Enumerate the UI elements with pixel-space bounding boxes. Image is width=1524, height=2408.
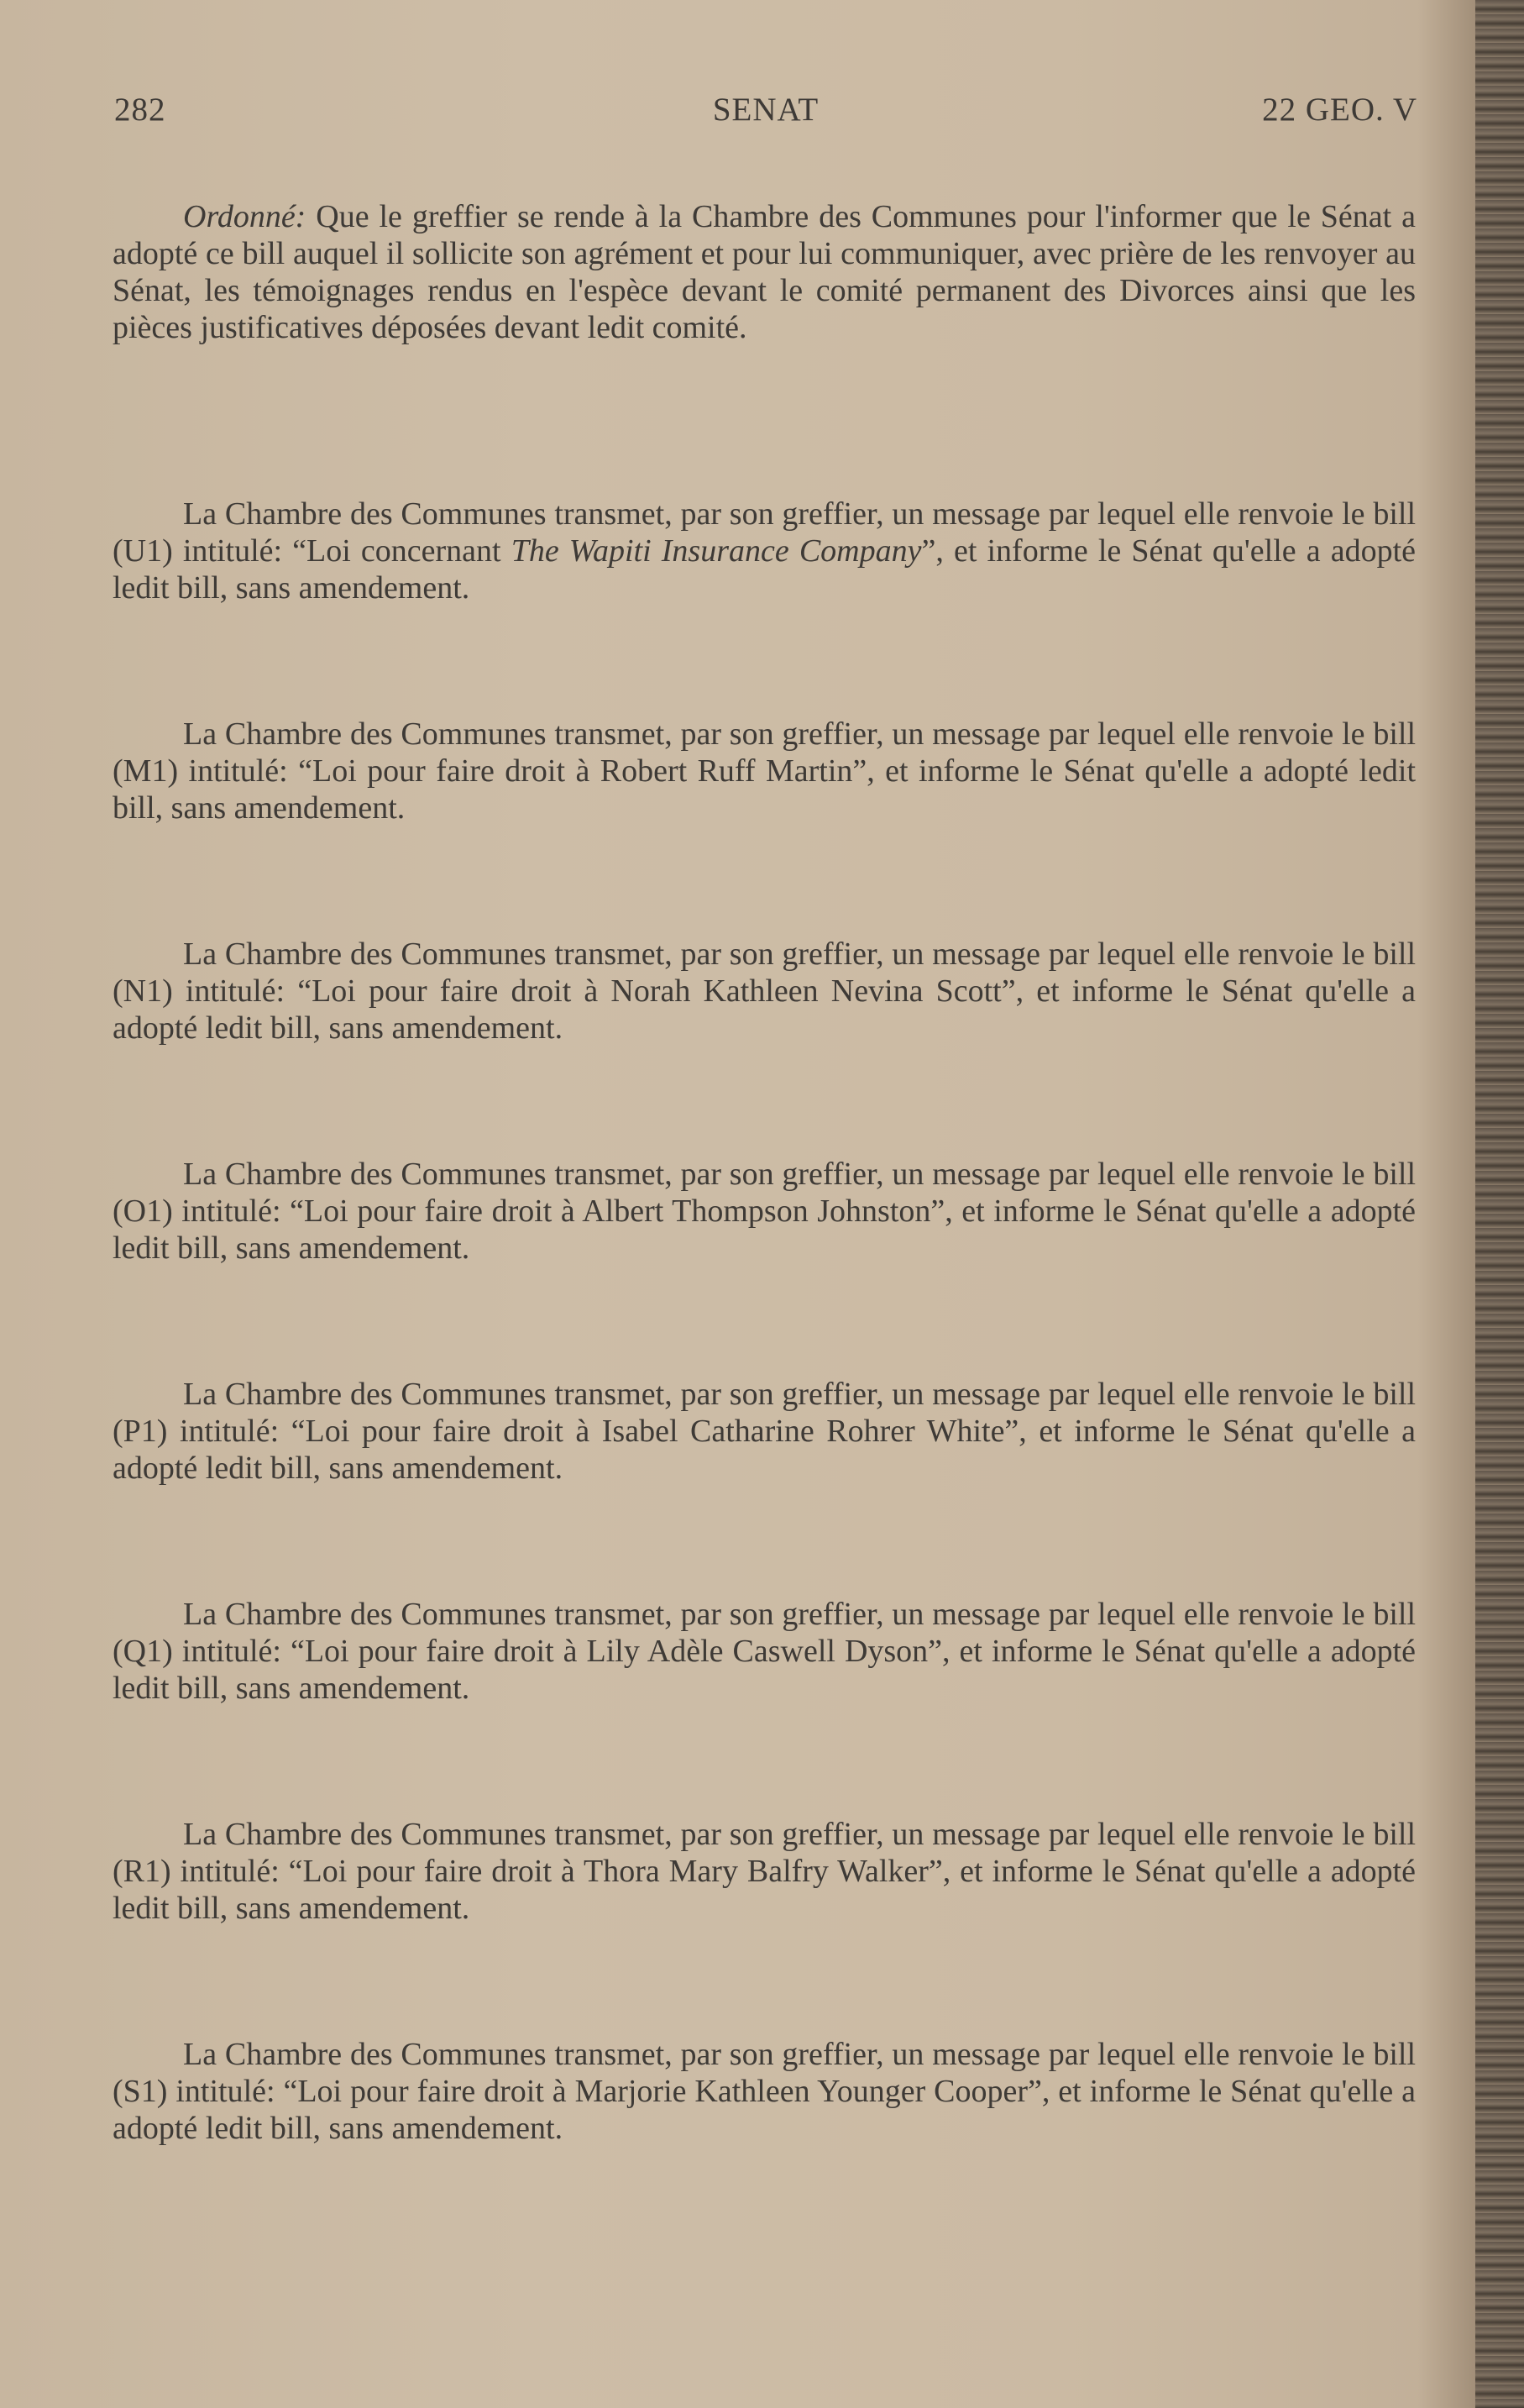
order-label: Ordonné: <box>183 199 306 234</box>
message-paragraph-m1: La Chambre des Communes transmet, par son greffier, un message par lequel elle renvoie le bill (M1) intitulé: “Loi pour faire droit à Robert Ruff Martin”, et informe le Sénat qu'elle a adopté ledit bill, sans amendement. <box>113 716 1416 826</box>
order-paragraph <box>113 198 1416 346</box>
company-name: The Wapiti Insurance Company <box>511 533 922 569</box>
book-spine-edge <box>1475 0 1524 2408</box>
message-paragraph-q1: La Chambre des Communes transmet, par son greffier, un message par lequel elle renvoie le bill (Q1) intitulé: “Loi pour faire droit à Lily Adèle Caswell Dyson”, et informe le Sénat qu'elle a adopté ledit bill, sans amendement. <box>113 1597 1416 1706</box>
message-text-before: La Chambre des Communes transmet, par son greffier, un message par lequel elle renvoie le bill (U1) intitulé: “Loi concernant <box>113 496 1416 569</box>
order-text: Que le greffier se rende à la Chambre des Communes pour l'informer que le Sénat a adopté ce bill auquel il sollicite son agrément et pour lui communiquer, avec prière de les renvoyer au Sénat, les témoignages rendus en l'espèce devant le comité permanent des Divorces ainsi que les pièces justificatives déposées devant ledit comité. <box>113 199 1416 345</box>
page-header <box>114 91 1417 133</box>
message-text-after: ”, et informe le Sénat qu'elle a adopté ledit bill, sans amendement. <box>113 533 1416 606</box>
page-title: SENAT <box>712 92 820 128</box>
message-paragraph-s1: La Chambre des Communes transmet, par son greffier, un message par lequel elle renvoie le bill (S1) intitulé: “Loi pour faire droit à Marjorie Kathleen Younger Cooper”, et informe le Sénat qu'elle a adopté ledit bill, sans amendement. <box>113 2037 1416 2146</box>
page-number: 282 <box>114 92 166 128</box>
message-paragraph-n1: La Chambre des Communes transmet, par son greffier, un message par lequel elle renvoie le bill (N1) intitulé: “Loi pour faire droit à Norah Kathleen Nevina Scott”, et informe le Sénat qu'elle a adopté ledit bill, sans amendement. <box>113 936 1416 1046</box>
message-paragraph-p1: La Chambre des Communes transmet, par son greffier, un message par lequel elle renvoie le bill (P1) intitulé: “Loi pour faire droit à Isabel Catharine Rohrer White”, et informe le Sénat qu'elle a adopté ledit bill, sans amendement. <box>113 1377 1416 1486</box>
message-paragraph-o1: La Chambre des Communes transmet, par son greffier, un message par lequel elle renvoie le bill (O1) intitulé: “Loi pour faire droit à Albert Thompson Johnston”, et informe le Sénat qu'elle a adopté ledit bill, sans amendement. <box>113 1157 1416 1266</box>
message-paragraph-u1 <box>113 496 1416 606</box>
message-paragraph-r1: La Chambre des Communes transmet, par son greffier, un message par lequel elle renvoie le bill (R1) intitulé: “Loi pour faire droit à Thora Mary Balfry Walker”, et informe le Sénat qu'elle a adopté ledit bill, sans amendement. <box>113 1817 1416 1926</box>
volume-label: 22 GEO. V <box>1262 92 1417 128</box>
